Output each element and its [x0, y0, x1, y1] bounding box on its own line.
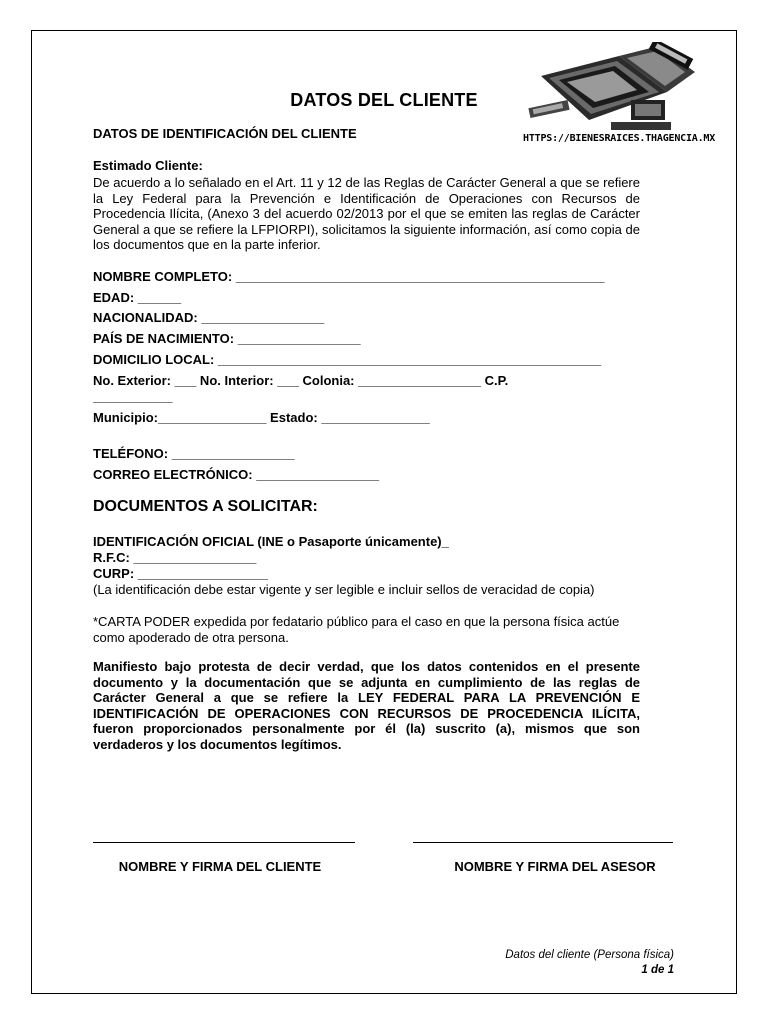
- carta-poder-note: *CARTA PODER expedida por fedatario público para el caso en que la persona física actúe como apoderado de otra persona.: [93, 614, 620, 645]
- section-subtitle: DATOS DE IDENTIFICACIÓN DEL CLIENTE: [93, 126, 357, 141]
- document-title: DATOS DEL CLIENTE: [290, 90, 478, 110]
- signature-label-cliente: NOMBRE Y FIRMA DEL CLIENTE: [118, 859, 322, 874]
- field-telefono[interactable]: TELÉFONO: _________________: [93, 446, 295, 461]
- identification-note: (La identificación debe estar vigente y ser legible e incluir sellos de veracidad de copia): [93, 582, 595, 597]
- footer-document-name: Datos del cliente (Persona física): [505, 949, 674, 961]
- footer-page-number: 1 de 1: [641, 964, 674, 976]
- field-direccion[interactable]: No. Exterior: ___ No. Interior: ___ Colonia: _________________ C.P.: [93, 373, 509, 388]
- field-rfc[interactable]: R.F.C: _________________: [93, 550, 257, 565]
- company-logo-icon: [519, 42, 697, 134]
- signature-line-cliente[interactable]: [93, 842, 355, 843]
- field-nombre-completo[interactable]: NOMBRE COMPLETO: ___________________________________________________: [93, 269, 605, 284]
- field-edad[interactable]: EDAD: ______: [93, 290, 182, 305]
- declaration-paragraph: Manifiesto bajo protesta de decir verdad, que los datos contenidos en el presente documento y la documentación que se adjunta en cumplimiento de las reglas de Carácter General a que se refiere la LEY FEDERAL PARA LA PREVENCIÓN E IDENTIFICACIÓN DE OPERACIONES CON RECURSOS DE PROCEDENCIA ILÍCITA, fueron proporcionados personalmente por él (la) suscrito (a), mismos que son verdaderos y los documentos legítimos.: [93, 659, 640, 752]
- field-codigo-postal[interactable]: ___________: [93, 389, 173, 404]
- doc-identificacion-oficial: IDENTIFICACIÓN OFICIAL (INE o Pasaporte únicamente)_: [93, 534, 449, 549]
- greeting: Estimado Cliente:: [93, 158, 203, 173]
- field-municipio-estado[interactable]: Municipio:_______________ Estado: _______________: [93, 410, 430, 425]
- field-domicilio-local[interactable]: DOMICILIO LOCAL: _____________________________________________________: [93, 352, 602, 367]
- field-pais-nacimiento[interactable]: PAÍS DE NACIMIENTO: _________________: [93, 331, 361, 346]
- field-correo-electronico[interactable]: CORREO ELECTRÓNICO: _________________: [93, 467, 380, 482]
- field-nacionalidad[interactable]: NACIONALIDAD: _________________: [93, 310, 325, 325]
- intro-paragraph: De acuerdo a lo señalado en el Art. 11 y 12 de las Reglas de Carácter General a que se refiere la Ley Federal para la Prevención e Identificación de Operaciones con Recursos de Procedencia Ilícita, (Anexo 3 del acuerdo 02/2013 por el que se emiten las reglas de Carácter General a que se refiere la LFPIORPI), solicitamos la siguiente información, así como copia de los documentos que en la parte inferior.: [93, 175, 640, 253]
- signature-line-asesor[interactable]: [413, 842, 673, 843]
- company-url: HTTPS://BIENESRAICES.THAGENCIA.MX: [523, 133, 716, 144]
- signature-label-asesor: NOMBRE Y FIRMA DEL ASESOR: [454, 859, 656, 874]
- field-curp[interactable]: CURP: __________________: [93, 566, 268, 581]
- documents-heading: DOCUMENTOS A SOLICITAR:: [93, 498, 318, 515]
